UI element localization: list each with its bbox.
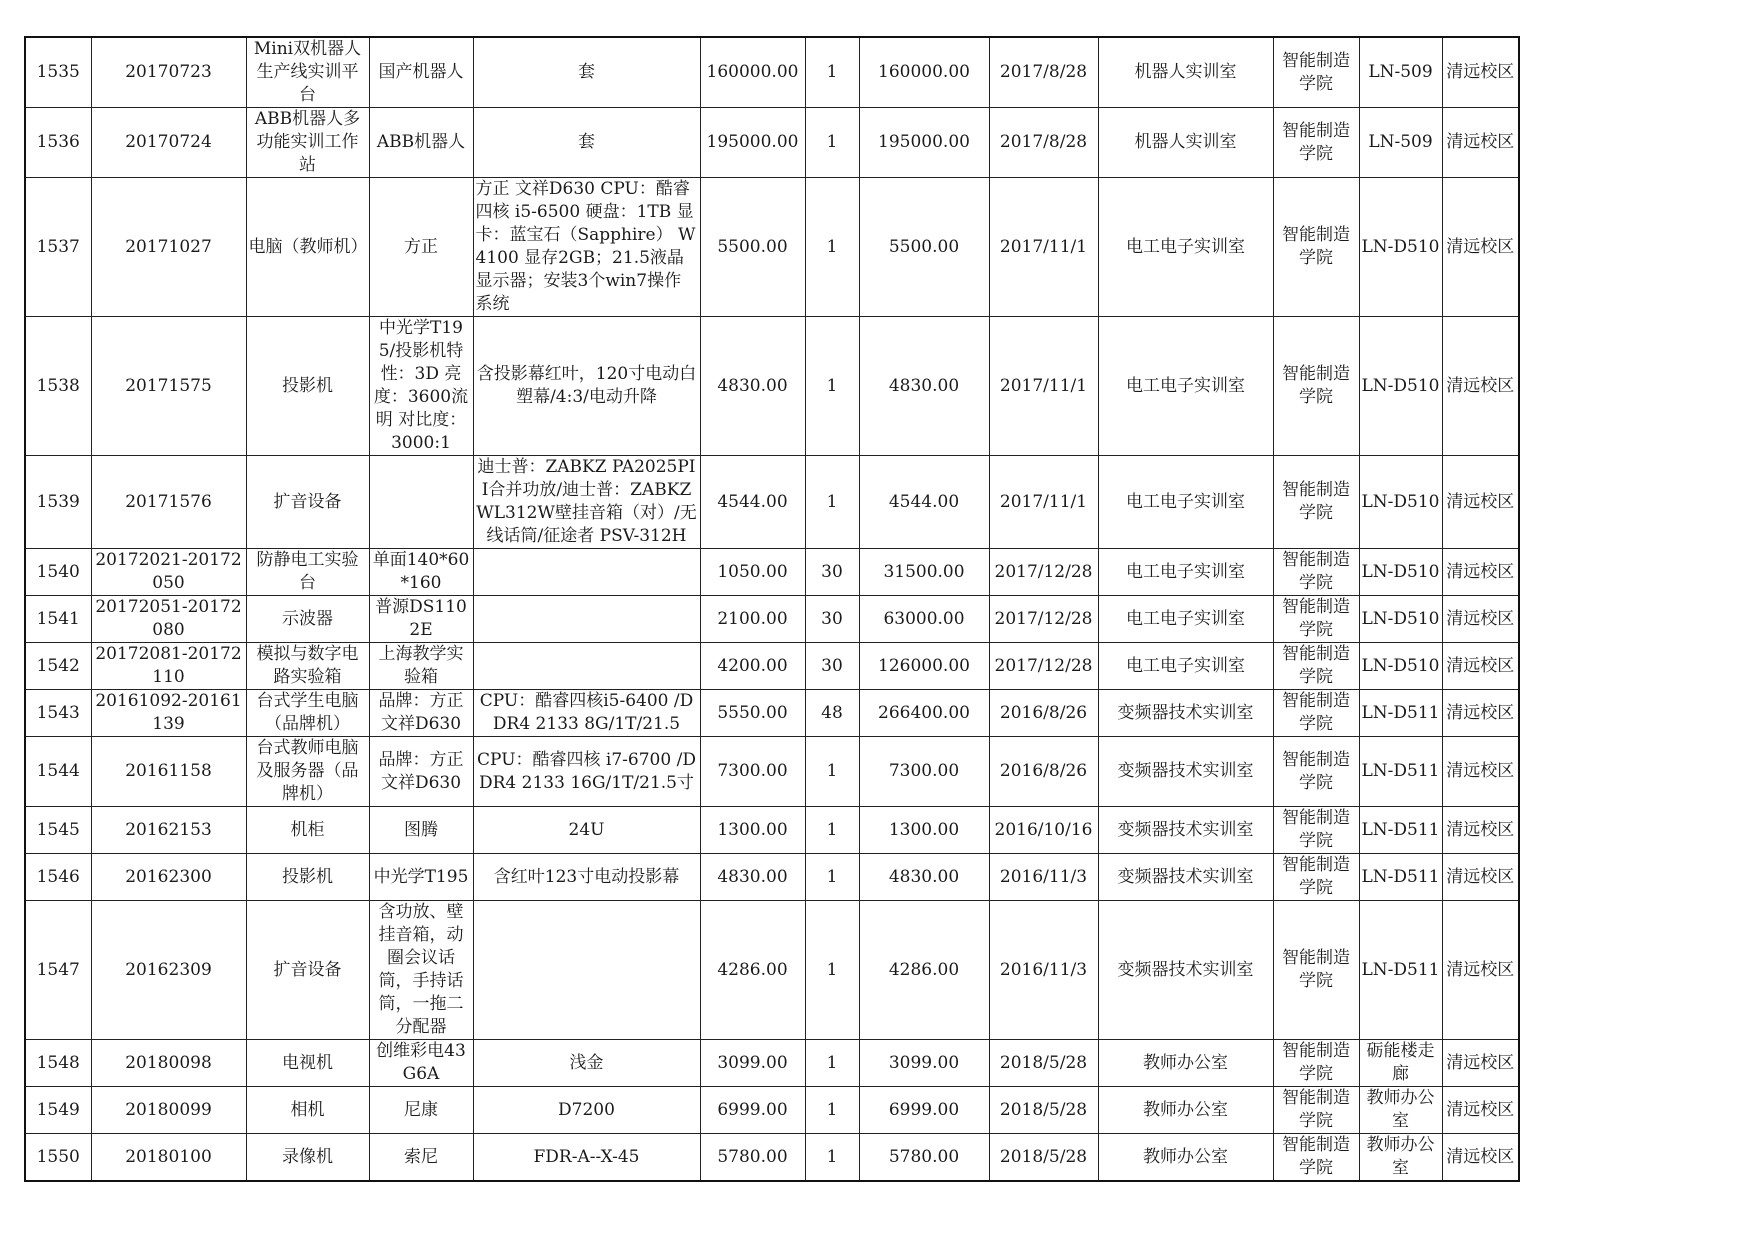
asset-no-cell: 20172051-20172080 xyxy=(91,596,246,643)
qty-cell: 1 xyxy=(805,1134,859,1182)
model-cell: 国产机器人 xyxy=(369,37,473,108)
unit-price-cell: 6999.00 xyxy=(700,1087,805,1134)
seq-cell: 1542 xyxy=(25,643,91,690)
date-cell: 2017/12/28 xyxy=(989,549,1098,596)
date-cell: 2016/11/3 xyxy=(989,854,1098,901)
seq-cell: 1545 xyxy=(25,807,91,854)
spec-cell: 套 xyxy=(473,37,700,108)
name-cell: 防静电工实验台 xyxy=(246,549,369,596)
seq-cell: 1535 xyxy=(25,37,91,108)
asset-no-cell: 20162300 xyxy=(91,854,246,901)
name-cell: 投影机 xyxy=(246,317,369,456)
table-row xyxy=(25,901,1519,1040)
spec-cell xyxy=(473,549,700,596)
seq-cell: 1540 xyxy=(25,549,91,596)
model-cell: 含功放、壁挂音箱，动圈会议话筒，手持话筒，一拖二分配器 xyxy=(369,901,473,1040)
unit-price-cell: 1300.00 xyxy=(700,807,805,854)
amount-cell: 7300.00 xyxy=(859,737,989,807)
table-row xyxy=(25,854,1519,901)
spec-cell: 含投影幕红叶，120寸电动白塑幕/4:3/电动升降 xyxy=(473,317,700,456)
dept-cell: 智能制造学院 xyxy=(1273,690,1359,737)
seq-cell: 1544 xyxy=(25,737,91,807)
name-cell: Mini双机器人生产线实训平台 xyxy=(246,37,369,108)
campus-cell: 清远校区 xyxy=(1442,317,1519,456)
location-cell: 教师办公室 xyxy=(1359,1087,1442,1134)
spec-cell: 套 xyxy=(473,108,700,178)
amount-cell: 6999.00 xyxy=(859,1087,989,1134)
model-cell: 普源DS1102E xyxy=(369,596,473,643)
room-cell: 电工电子实训室 xyxy=(1098,643,1273,690)
unit-price-cell: 160000.00 xyxy=(700,37,805,108)
unit-price-cell: 2100.00 xyxy=(700,596,805,643)
dept-cell: 智能制造学院 xyxy=(1273,37,1359,108)
asset-no-cell: 20171027 xyxy=(91,178,246,317)
spec-cell xyxy=(473,901,700,1040)
seq-cell: 1547 xyxy=(25,901,91,1040)
amount-cell: 160000.00 xyxy=(859,37,989,108)
asset-inventory-table xyxy=(24,36,1520,1182)
table-row xyxy=(25,317,1519,456)
asset-no-cell: 20161092-20161139 xyxy=(91,690,246,737)
campus-cell: 清远校区 xyxy=(1442,690,1519,737)
unit-price-cell: 7300.00 xyxy=(700,737,805,807)
name-cell: 电视机 xyxy=(246,1040,369,1087)
unit-price-cell: 3099.00 xyxy=(700,1040,805,1087)
spec-cell: 24U xyxy=(473,807,700,854)
qty-cell: 1 xyxy=(805,1040,859,1087)
location-cell: 砺能楼走廊 xyxy=(1359,1040,1442,1087)
asset-no-cell: 20180098 xyxy=(91,1040,246,1087)
table-row xyxy=(25,1134,1519,1182)
room-cell: 变频器技术实训室 xyxy=(1098,854,1273,901)
location-cell: LN-D511 xyxy=(1359,807,1442,854)
campus-cell: 清远校区 xyxy=(1442,807,1519,854)
date-cell: 2017/8/28 xyxy=(989,108,1098,178)
amount-cell: 3099.00 xyxy=(859,1040,989,1087)
table-row xyxy=(25,596,1519,643)
campus-cell: 清远校区 xyxy=(1442,178,1519,317)
model-cell: 中光学T195 xyxy=(369,854,473,901)
room-cell: 变频器技术实训室 xyxy=(1098,901,1273,1040)
model-cell: 品牌：方正文祥D630 xyxy=(369,690,473,737)
location-cell: LN-D511 xyxy=(1359,737,1442,807)
campus-cell: 清远校区 xyxy=(1442,456,1519,549)
campus-cell: 清远校区 xyxy=(1442,37,1519,108)
spec-cell: CPU：酷睿四核i5-6400 /DDR4 2133 8G/1T/21.5 xyxy=(473,690,700,737)
seq-cell: 1550 xyxy=(25,1134,91,1182)
room-cell: 教师办公室 xyxy=(1098,1040,1273,1087)
qty-cell: 1 xyxy=(805,178,859,317)
dept-cell: 智能制造学院 xyxy=(1273,178,1359,317)
amount-cell: 195000.00 xyxy=(859,108,989,178)
table-row xyxy=(25,807,1519,854)
amount-cell: 4286.00 xyxy=(859,901,989,1040)
unit-price-cell: 4286.00 xyxy=(700,901,805,1040)
unit-price-cell: 4830.00 xyxy=(700,854,805,901)
qty-cell: 1 xyxy=(805,317,859,456)
date-cell: 2016/8/26 xyxy=(989,690,1098,737)
asset-no-cell: 20180100 xyxy=(91,1134,246,1182)
model-cell: 索尼 xyxy=(369,1134,473,1182)
qty-cell: 30 xyxy=(805,596,859,643)
unit-price-cell: 5550.00 xyxy=(700,690,805,737)
unit-price-cell: 5500.00 xyxy=(700,178,805,317)
unit-price-cell: 195000.00 xyxy=(700,108,805,178)
location-cell: LN-509 xyxy=(1359,108,1442,178)
spec-cell xyxy=(473,643,700,690)
table-row xyxy=(25,108,1519,178)
campus-cell: 清远校区 xyxy=(1442,901,1519,1040)
date-cell: 2017/11/1 xyxy=(989,456,1098,549)
dept-cell: 智能制造学院 xyxy=(1273,317,1359,456)
seq-cell: 1549 xyxy=(25,1087,91,1134)
campus-cell: 清远校区 xyxy=(1442,108,1519,178)
qty-cell: 1 xyxy=(805,737,859,807)
qty-cell: 1 xyxy=(805,37,859,108)
asset-no-cell: 20180099 xyxy=(91,1087,246,1134)
date-cell: 2016/11/3 xyxy=(989,901,1098,1040)
table-row xyxy=(25,178,1519,317)
location-cell: LN-D510 xyxy=(1359,178,1442,317)
spec-cell: FDR-A--X-45 xyxy=(473,1134,700,1182)
seq-cell: 1539 xyxy=(25,456,91,549)
spec-cell: 浅金 xyxy=(473,1040,700,1087)
date-cell: 2018/5/28 xyxy=(989,1040,1098,1087)
table-body xyxy=(25,37,1519,1181)
table-row xyxy=(25,456,1519,549)
location-cell: LN-D510 xyxy=(1359,596,1442,643)
name-cell: 相机 xyxy=(246,1087,369,1134)
amount-cell: 1300.00 xyxy=(859,807,989,854)
seq-cell: 1537 xyxy=(25,178,91,317)
spec-cell: 迪士普：ZABKZ PA2025PII合并功放/迪士普：ZABKZ WL312W壁挂音箱（对）/无线话筒/征途者 PSV-312H xyxy=(473,456,700,549)
dept-cell: 智能制造学院 xyxy=(1273,456,1359,549)
campus-cell: 清远校区 xyxy=(1442,549,1519,596)
name-cell: 扩音设备 xyxy=(246,901,369,1040)
date-cell: 2017/12/28 xyxy=(989,596,1098,643)
room-cell: 机器人实训室 xyxy=(1098,37,1273,108)
model-cell: 方正 xyxy=(369,178,473,317)
model-cell: ABB机器人 xyxy=(369,108,473,178)
dept-cell: 智能制造学院 xyxy=(1273,1087,1359,1134)
model-cell: 图腾 xyxy=(369,807,473,854)
unit-price-cell: 4830.00 xyxy=(700,317,805,456)
seq-cell: 1548 xyxy=(25,1040,91,1087)
campus-cell: 清远校区 xyxy=(1442,643,1519,690)
spec-cell: 方正 文祥D630 CPU：酷睿 四核 i5-6500 硬盘：1TB 显卡：蓝宝石（Sapphire） W4100 显存2GB；21.5液晶显示器；安装3个win7操作系统 xyxy=(473,178,700,317)
name-cell: 电脑（教师机） xyxy=(246,178,369,317)
name-cell: 投影机 xyxy=(246,854,369,901)
seq-cell: 1543 xyxy=(25,690,91,737)
table-row xyxy=(25,1087,1519,1134)
name-cell: 机柜 xyxy=(246,807,369,854)
dept-cell: 智能制造学院 xyxy=(1273,854,1359,901)
amount-cell: 266400.00 xyxy=(859,690,989,737)
room-cell: 电工电子实训室 xyxy=(1098,456,1273,549)
qty-cell: 30 xyxy=(805,549,859,596)
dept-cell: 智能制造学院 xyxy=(1273,807,1359,854)
dept-cell: 智能制造学院 xyxy=(1273,643,1359,690)
dept-cell: 智能制造学院 xyxy=(1273,1134,1359,1182)
spec-cell: CPU：酷睿四核 i7-6700 /DDR4 2133 16G/1T/21.5寸 xyxy=(473,737,700,807)
amount-cell: 126000.00 xyxy=(859,643,989,690)
unit-price-cell: 4544.00 xyxy=(700,456,805,549)
location-cell: LN-D510 xyxy=(1359,317,1442,456)
qty-cell: 1 xyxy=(805,456,859,549)
qty-cell: 1 xyxy=(805,807,859,854)
model-cell: 上海教学实验箱 xyxy=(369,643,473,690)
date-cell: 2017/11/1 xyxy=(989,317,1098,456)
spec-cell: D7200 xyxy=(473,1087,700,1134)
dept-cell: 智能制造学院 xyxy=(1273,596,1359,643)
location-cell: LN-D510 xyxy=(1359,643,1442,690)
asset-no-cell: 20171575 xyxy=(91,317,246,456)
name-cell: ABB机器人多功能实训工作站 xyxy=(246,108,369,178)
date-cell: 2018/5/28 xyxy=(989,1087,1098,1134)
asset-no-cell: 20170723 xyxy=(91,37,246,108)
unit-price-cell: 5780.00 xyxy=(700,1134,805,1182)
date-cell: 2016/8/26 xyxy=(989,737,1098,807)
seq-cell: 1546 xyxy=(25,854,91,901)
name-cell: 台式学生电脑（品牌机） xyxy=(246,690,369,737)
table-row xyxy=(25,37,1519,108)
asset-no-cell: 20162153 xyxy=(91,807,246,854)
spec-cell: 含红叶123寸电动投影幕 xyxy=(473,854,700,901)
qty-cell: 1 xyxy=(805,108,859,178)
campus-cell: 清远校区 xyxy=(1442,737,1519,807)
asset-no-cell: 20172081-20172110 xyxy=(91,643,246,690)
room-cell: 电工电子实训室 xyxy=(1098,317,1273,456)
dept-cell: 智能制造学院 xyxy=(1273,737,1359,807)
qty-cell: 30 xyxy=(805,643,859,690)
amount-cell: 5780.00 xyxy=(859,1134,989,1182)
seq-cell: 1536 xyxy=(25,108,91,178)
name-cell: 台式教师电脑及服务器（品牌机） xyxy=(246,737,369,807)
location-cell: 教师办公室 xyxy=(1359,1134,1442,1182)
dept-cell: 智能制造学院 xyxy=(1273,1040,1359,1087)
qty-cell: 1 xyxy=(805,1087,859,1134)
date-cell: 2017/8/28 xyxy=(989,37,1098,108)
seq-cell: 1538 xyxy=(25,317,91,456)
qty-cell: 1 xyxy=(805,854,859,901)
room-cell: 变频器技术实训室 xyxy=(1098,690,1273,737)
dept-cell: 智能制造学院 xyxy=(1273,108,1359,178)
model-cell: 中光学T195/投影机特性：3D 亮度：3600流明 对比度：3000:1 xyxy=(369,317,473,456)
model-cell: 品牌：方正文祥D630 xyxy=(369,737,473,807)
amount-cell: 31500.00 xyxy=(859,549,989,596)
campus-cell: 清远校区 xyxy=(1442,1087,1519,1134)
dept-cell: 智能制造学院 xyxy=(1273,549,1359,596)
table-row xyxy=(25,549,1519,596)
unit-price-cell: 4200.00 xyxy=(700,643,805,690)
unit-price-cell: 1050.00 xyxy=(700,549,805,596)
name-cell: 扩音设备 xyxy=(246,456,369,549)
date-cell: 2017/11/1 xyxy=(989,178,1098,317)
campus-cell: 清远校区 xyxy=(1442,1134,1519,1182)
room-cell: 电工电子实训室 xyxy=(1098,596,1273,643)
room-cell: 变频器技术实训室 xyxy=(1098,807,1273,854)
name-cell: 示波器 xyxy=(246,596,369,643)
name-cell: 模拟与数字电路实验箱 xyxy=(246,643,369,690)
location-cell: LN-D510 xyxy=(1359,549,1442,596)
table-row xyxy=(25,690,1519,737)
dept-cell: 智能制造学院 xyxy=(1273,901,1359,1040)
campus-cell: 清远校区 xyxy=(1442,854,1519,901)
table-row xyxy=(25,737,1519,807)
model-cell: 尼康 xyxy=(369,1087,473,1134)
campus-cell: 清远校区 xyxy=(1442,1040,1519,1087)
room-cell: 教师办公室 xyxy=(1098,1087,1273,1134)
location-cell: LN-D510 xyxy=(1359,456,1442,549)
location-cell: LN-D511 xyxy=(1359,854,1442,901)
table-row xyxy=(25,1040,1519,1087)
amount-cell: 4830.00 xyxy=(859,317,989,456)
asset-no-cell: 20170724 xyxy=(91,108,246,178)
room-cell: 电工电子实训室 xyxy=(1098,549,1273,596)
spec-cell xyxy=(473,596,700,643)
table-row xyxy=(25,643,1519,690)
name-cell: 录像机 xyxy=(246,1134,369,1182)
qty-cell: 1 xyxy=(805,901,859,1040)
room-cell: 变频器技术实训室 xyxy=(1098,737,1273,807)
amount-cell: 4830.00 xyxy=(859,854,989,901)
location-cell: LN-D511 xyxy=(1359,690,1442,737)
date-cell: 2016/10/16 xyxy=(989,807,1098,854)
amount-cell: 4544.00 xyxy=(859,456,989,549)
room-cell: 教师办公室 xyxy=(1098,1134,1273,1182)
asset-no-cell: 20172021-20172050 xyxy=(91,549,246,596)
model-cell: 单面140*60*160 xyxy=(369,549,473,596)
qty-cell: 48 xyxy=(805,690,859,737)
seq-cell: 1541 xyxy=(25,596,91,643)
asset-no-cell: 20162309 xyxy=(91,901,246,1040)
date-cell: 2018/5/28 xyxy=(989,1134,1098,1182)
campus-cell: 清远校区 xyxy=(1442,596,1519,643)
model-cell xyxy=(369,456,473,549)
amount-cell: 63000.00 xyxy=(859,596,989,643)
location-cell: LN-509 xyxy=(1359,37,1442,108)
location-cell: LN-D511 xyxy=(1359,901,1442,1040)
date-cell: 2017/12/28 xyxy=(989,643,1098,690)
model-cell: 创维彩电43G6A xyxy=(369,1040,473,1087)
asset-no-cell: 20161158 xyxy=(91,737,246,807)
room-cell: 机器人实训室 xyxy=(1098,108,1273,178)
amount-cell: 5500.00 xyxy=(859,178,989,317)
room-cell: 电工电子实训室 xyxy=(1098,178,1273,317)
asset-no-cell: 20171576 xyxy=(91,456,246,549)
